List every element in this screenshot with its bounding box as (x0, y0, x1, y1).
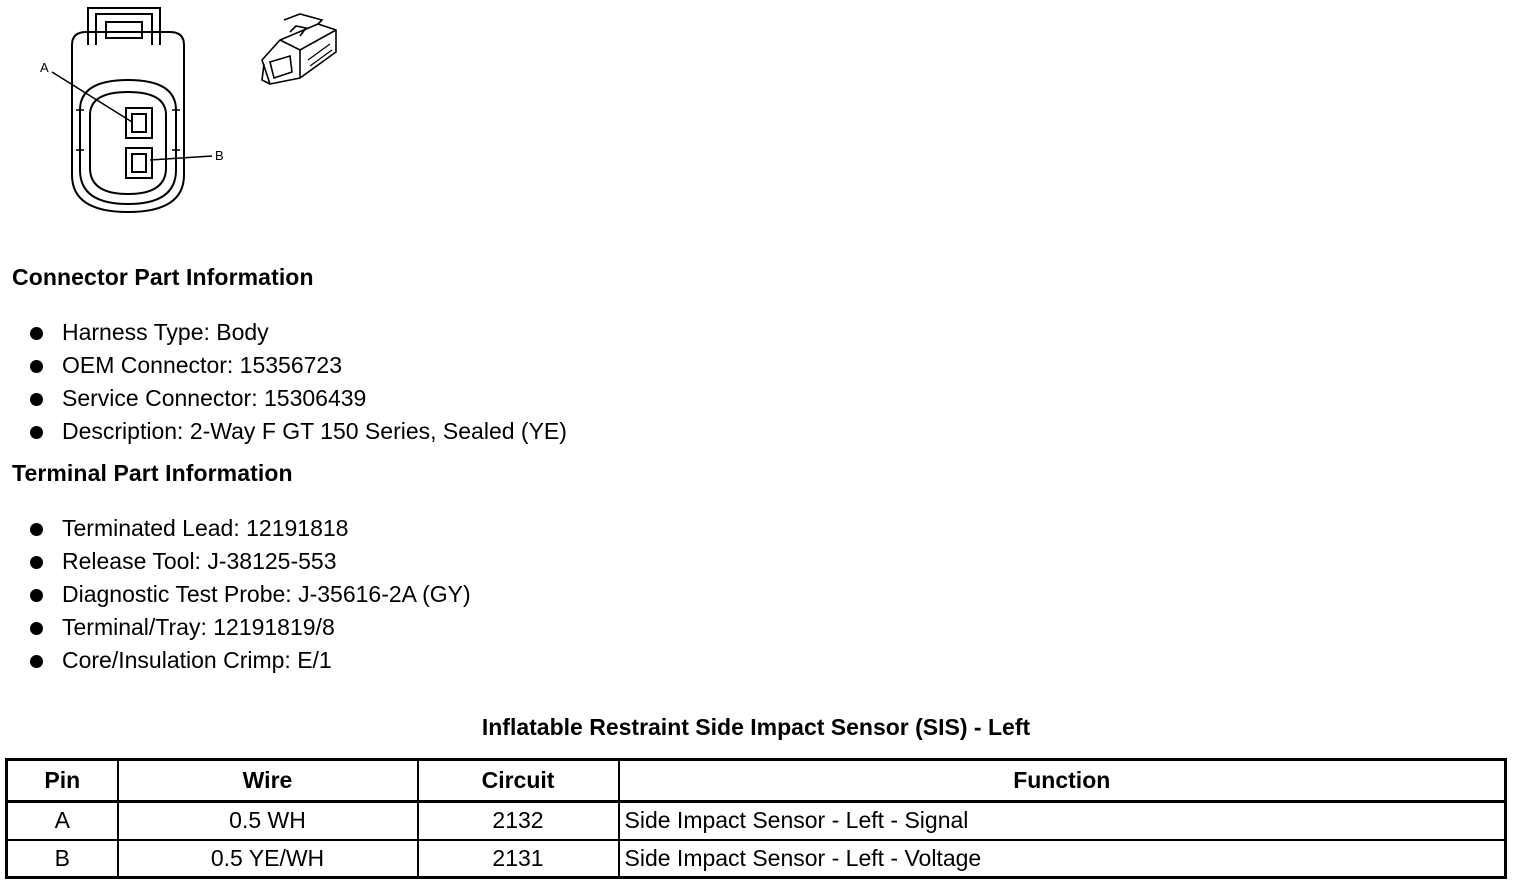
terminal-info-list (0, 512, 471, 677)
list-item: Service Connector: 15306439 (0, 382, 567, 415)
bullet-icon (30, 393, 43, 406)
column-header-circuit: Circuit (418, 760, 619, 802)
pin-a-label: A (40, 60, 49, 75)
cell-circuit: 2131 (418, 840, 619, 878)
bullet-icon (30, 655, 43, 668)
list-item: OEM Connector: 15356723 (0, 349, 567, 382)
connector-diagram (0, 0, 360, 225)
list-item: Terminal/Tray: 12191819/8 (0, 611, 471, 644)
cell-pin: A (7, 802, 118, 840)
bullet-icon (30, 523, 43, 536)
bullet-icon (30, 589, 43, 602)
list-item: Harness Type: Body (0, 316, 567, 349)
cell-wire: 0.5 YE/WH (118, 840, 418, 878)
pin-b-label: B (215, 148, 224, 163)
column-header-function: Function (619, 760, 1506, 802)
bullet-icon (30, 360, 43, 373)
bullet-icon (30, 622, 43, 635)
list-item: Description: 2-Way F GT 150 Series, Sealed (YE) (0, 415, 567, 448)
terminal-info-heading: Terminal Part Information (12, 460, 293, 486)
column-header-wire: Wire (118, 760, 418, 802)
table-header-row (7, 760, 1506, 802)
list-item: Core/Insulation Crimp: E/1 (0, 644, 471, 677)
connector-info-list (0, 316, 567, 448)
list-item: Release Tool: J-38125-553 (0, 545, 471, 578)
cell-circuit: 2132 (418, 802, 619, 840)
cell-wire: 0.5 WH (118, 802, 418, 840)
bullet-icon (30, 556, 43, 569)
cell-pin: B (7, 840, 118, 878)
list-item: Terminated Lead: 12191818 (0, 512, 471, 545)
table-row (7, 840, 1506, 878)
table-row (7, 802, 1506, 840)
column-header-pin: Pin (7, 760, 118, 802)
connector-face-view (52, 8, 212, 212)
table-title: Inflatable Restraint Side Impact Sensor (SIS) - Left (481, 714, 1031, 740)
bullet-icon (30, 426, 43, 439)
bullet-icon (30, 327, 43, 340)
pinout-table (5, 758, 1507, 879)
cell-function: Side Impact Sensor - Left - Signal (619, 802, 1506, 840)
list-item: Diagnostic Test Probe: J-35616-2A (GY) (0, 578, 471, 611)
connector-info-heading: Connector Part Information (12, 264, 314, 290)
cell-function: Side Impact Sensor - Left - Voltage (619, 840, 1506, 878)
connector-3d-view (262, 14, 336, 84)
